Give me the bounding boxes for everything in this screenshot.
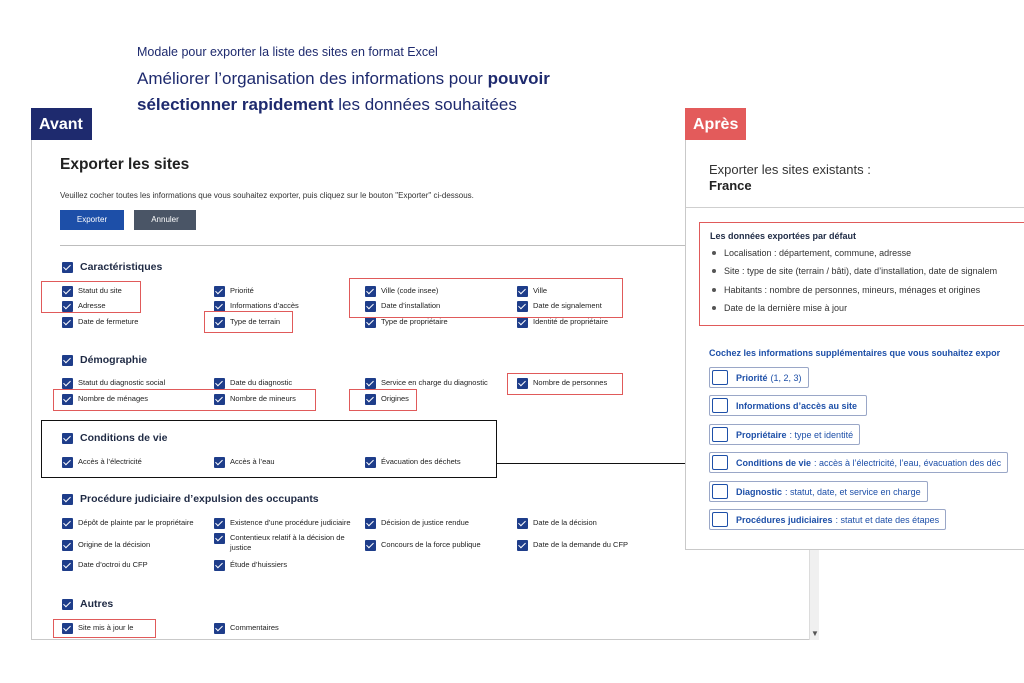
- label-text: Date d’octroi du CFP: [78, 560, 148, 569]
- checkbox-icon[interactable]: [214, 533, 225, 544]
- label-text: Diagnostic: [736, 486, 783, 497]
- checkbox-icon[interactable]: [62, 540, 73, 551]
- option-priorite[interactable]: [214, 286, 254, 297]
- before-tag: Avant: [31, 108, 92, 140]
- option-acces-eau[interactable]: [214, 457, 275, 468]
- default-data-item: [712, 303, 847, 313]
- label-text: Date de signalement: [533, 301, 602, 310]
- label-text: Origine de la décision: [78, 540, 151, 549]
- label-text: Démographie: [80, 354, 148, 366]
- label-text: Évacuation des déchets: [381, 457, 461, 466]
- checkbox-icon[interactable]: [712, 427, 728, 442]
- checkbox-icon[interactable]: [62, 355, 73, 366]
- checkbox-icon[interactable]: [517, 317, 528, 328]
- extra-options-title: Cochez les informations supplémentaires que vous souhaitez expor: [709, 348, 1001, 358]
- option-identite-proprietaire[interactable]: [517, 317, 608, 328]
- option-informations-acces[interactable]: [709, 395, 867, 416]
- option-acces-electricite[interactable]: [62, 457, 142, 468]
- highlight-box: [53, 389, 316, 411]
- bullet-icon: [712, 288, 716, 292]
- label-text: Priorité: [230, 286, 254, 295]
- label-text: Site : type de site (terrain / bâti), date d’installation, date de signalem: [724, 266, 998, 276]
- label-text: Contentieux relatif à la décision de justice: [230, 533, 345, 552]
- checkbox-icon[interactable]: [62, 560, 73, 571]
- label-text: Localisation : département, commune, adresse: [724, 248, 912, 258]
- label-text: Date de la dernière mise à jour: [724, 303, 848, 313]
- label-text: Dépôt de plainte par le propriétaire: [78, 518, 194, 527]
- label-text: Procédure judiciaire d’expulsion des occupants: [80, 493, 319, 505]
- bullet-icon: [712, 306, 716, 310]
- checkbox-icon[interactable]: [214, 518, 225, 529]
- checkbox-icon[interactable]: [62, 317, 73, 328]
- label-text: Date de la demande du CFP: [533, 540, 629, 549]
- option-etude-huissiers[interactable]: [214, 560, 287, 571]
- option-conditions-vie[interactable]: [709, 452, 1008, 473]
- section-conditions-vie[interactable]: [62, 432, 168, 444]
- highlight-box: [41, 281, 141, 313]
- label-text: Conditions de vie: [80, 432, 168, 444]
- section-caracteristiques[interactable]: [62, 261, 162, 273]
- label-text: Identité de propriétaire: [533, 317, 609, 326]
- label-text: Type de propriétaire: [381, 317, 448, 326]
- option-date-demande-cfp[interactable]: [517, 540, 628, 551]
- highlight-box: [349, 389, 417, 411]
- checkbox-icon[interactable]: [214, 378, 225, 389]
- label-text: Date de la décision: [533, 518, 597, 527]
- checkbox-icon[interactable]: [365, 518, 376, 529]
- chevron-down-icon[interactable]: ▼: [811, 629, 819, 638]
- option-origine-decision[interactable]: [62, 540, 150, 551]
- after-tag: Après: [685, 108, 746, 140]
- label-text: Étude d’huissiers: [230, 560, 288, 569]
- default-data-item: [712, 285, 980, 295]
- checkbox-icon[interactable]: [62, 378, 73, 389]
- default-data-item: [712, 266, 997, 276]
- label-text: Informations d’accès au site: [736, 400, 858, 411]
- checkbox-icon[interactable]: [62, 494, 73, 505]
- modal-title: Exporter les sites: [60, 156, 190, 173]
- option-date-octroi-cfp[interactable]: [62, 560, 148, 571]
- checkbox-icon[interactable]: [365, 378, 376, 389]
- label-text: Caractéristiques: [80, 261, 163, 273]
- checkbox-icon[interactable]: [62, 262, 73, 273]
- checkbox-icon[interactable]: [712, 455, 728, 470]
- label-text: pouvoir sélectionner rapidement: [137, 69, 550, 114]
- label-text: Autres: [80, 598, 114, 610]
- label-text: Origines: [381, 394, 409, 403]
- label-text: : type et identité: [789, 429, 854, 440]
- checkbox-icon[interactable]: [62, 457, 73, 468]
- section-demographie[interactable]: [62, 354, 147, 366]
- divider: [686, 207, 1024, 208]
- checkbox-icon[interactable]: [517, 518, 528, 529]
- checkbox-icon[interactable]: [62, 518, 73, 529]
- option-evacuation-dechets[interactable]: [365, 457, 461, 468]
- label-text: les données souhaitées: [333, 95, 517, 114]
- label-text: Ville (code insee): [381, 286, 439, 295]
- checkbox-icon[interactable]: [62, 433, 73, 444]
- cancel-button[interactable]: Annuler: [134, 210, 196, 230]
- checkbox-icon[interactable]: [214, 560, 225, 571]
- highlight-box: [41, 420, 497, 478]
- default-data-item: [712, 248, 911, 258]
- checkbox-icon[interactable]: [214, 623, 225, 634]
- default-data-title: Les données exportées par défaut: [710, 231, 857, 241]
- label-text: Nombre de mineurs: [230, 394, 296, 403]
- connector-arrow: [497, 463, 697, 464]
- checkbox-icon[interactable]: [517, 540, 528, 551]
- checkbox-icon[interactable]: [712, 370, 728, 385]
- option-decision-justice[interactable]: [365, 518, 469, 529]
- checkbox-icon[interactable]: [365, 457, 376, 468]
- label-text: (1, 2, 3): [770, 372, 802, 383]
- label-text: Statut du diagnostic social: [78, 378, 166, 387]
- option-service-diagnostic[interactable]: [365, 378, 488, 389]
- modal-title: Exporter les sites existants :: [709, 162, 871, 177]
- after-modal: [685, 140, 1024, 550]
- label-text: Service en charge du diagnostic: [381, 378, 488, 387]
- label-text: Procédures judiciaires: [736, 514, 833, 525]
- label-text: Ville: [533, 286, 548, 295]
- label-text: Décision de justice rendue: [381, 518, 469, 527]
- country-label: France: [709, 178, 752, 193]
- checkbox-icon[interactable]: [62, 599, 73, 610]
- option-procedures-judiciaires[interactable]: [709, 509, 946, 530]
- label-text: Concours de la force publique: [381, 540, 481, 549]
- slide-headline: [137, 66, 607, 118]
- bullet-icon: [712, 251, 716, 255]
- label-text: Propriétaire: [736, 429, 787, 440]
- label-text: : statut et date des étapes: [835, 514, 940, 525]
- label-text: Statut du site: [78, 286, 122, 295]
- highlight-box: [53, 619, 156, 638]
- option-type-proprietaire[interactable]: [365, 317, 448, 328]
- option-depot-plainte[interactable]: [62, 518, 194, 529]
- modal-instructions: Veuillez cocher toutes les informations que vous souhaitez exporter, puis cliquez sur le bouton "Exporter" ci-dessous.: [60, 191, 474, 200]
- checkbox-icon[interactable]: [214, 286, 225, 297]
- label-text: Date de fermeture: [78, 317, 139, 326]
- highlight-box: [349, 278, 623, 318]
- label-text: : statut, date, et service en charge: [785, 486, 921, 497]
- option-concours-force[interactable]: [365, 540, 481, 551]
- checkbox-icon[interactable]: [365, 317, 376, 328]
- label-text: Priorité: [736, 372, 768, 383]
- section-procedure-judiciaire[interactable]: [62, 493, 319, 505]
- option-contentieux[interactable]: [214, 533, 364, 553]
- checkbox-icon[interactable]: [365, 540, 376, 551]
- option-date-diagnostic[interactable]: [214, 378, 292, 389]
- checkbox-icon[interactable]: [712, 398, 728, 413]
- label-text: Date du diagnostic: [230, 378, 293, 387]
- label-text: Adresse: [78, 301, 106, 310]
- label-text: Site mis à jour le: [78, 623, 134, 632]
- label-text: Accès à l’eau: [230, 457, 275, 466]
- option-existence-procedure[interactable]: [214, 518, 351, 529]
- option-statut-diagnostic[interactable]: [62, 378, 165, 389]
- label-text: Commentaires: [230, 623, 279, 632]
- label-text: Existence d’une procédure judiciaire: [230, 518, 351, 527]
- checkbox-icon[interactable]: [712, 484, 728, 499]
- option-date-fermeture[interactable]: [62, 317, 138, 328]
- section-autres[interactable]: [62, 598, 113, 610]
- option-diagnostic[interactable]: [709, 481, 928, 502]
- label-text: Informations d’accès: [230, 301, 299, 310]
- label-text: Améliorer l’organisation des informations pour: [137, 69, 488, 88]
- option-date-decision[interactable]: [517, 518, 597, 529]
- label-text: : accès à l’électricité, l’eau, évacuation des déc: [814, 457, 1002, 468]
- checkbox-icon[interactable]: [712, 512, 728, 527]
- highlight-box: [507, 373, 623, 395]
- label-text: Type de terrain: [230, 317, 281, 326]
- label-text: Accès à l’électricité: [78, 457, 142, 466]
- option-commentaires[interactable]: [214, 623, 279, 634]
- label-text: Habitants : nombre de personnes, mineurs, ménages et origines: [724, 285, 981, 295]
- option-proprietaire[interactable]: [709, 424, 860, 445]
- highlight-box: [204, 311, 293, 333]
- label-text: Conditions de vie: [736, 457, 812, 468]
- checkbox-icon[interactable]: [214, 457, 225, 468]
- option-priorite[interactable]: [709, 367, 809, 388]
- slide-subtitle: Modale pour exporter la liste des sites en format Excel: [137, 45, 438, 59]
- label-text: Nombre de ménages: [78, 394, 149, 403]
- bullet-icon: [712, 269, 716, 273]
- label-text: Date d’installation: [381, 301, 441, 310]
- label-text: Nombre de personnes: [533, 378, 608, 387]
- export-button[interactable]: Exporter: [60, 210, 124, 230]
